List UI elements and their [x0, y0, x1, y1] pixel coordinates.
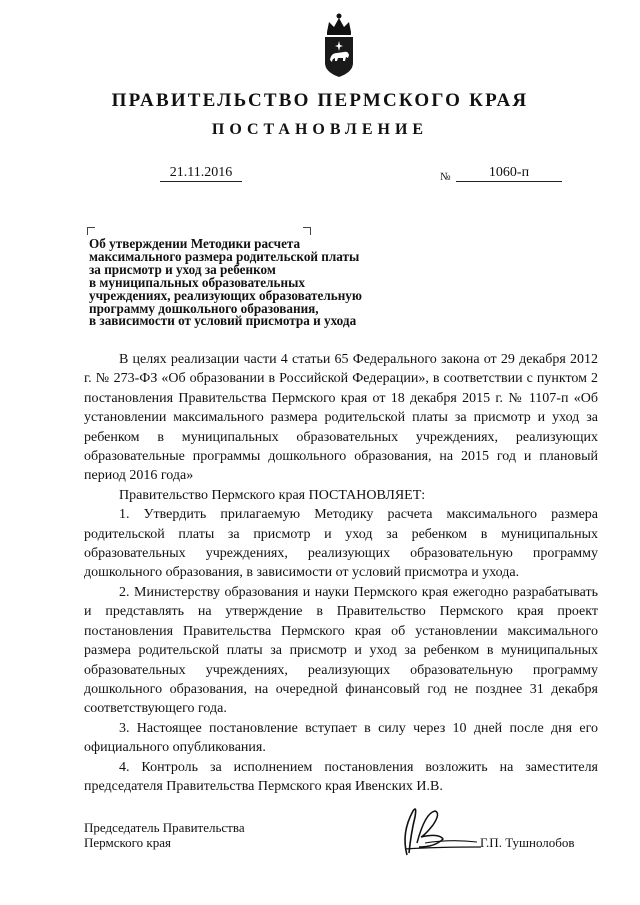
clause-3: 3. Настоящее постановление вступает в силу через 10 дней после дня его официального опубликования. — [84, 720, 598, 756]
coat-of-arms-icon — [319, 8, 359, 78]
subject-line: программу дошкольного образования, — [89, 300, 319, 316]
decree-statement: Правительство Пермского края ПОСТАНОВЛЯЕТ: — [119, 487, 426, 503]
document-body — [84, 350, 598, 796]
government-title: ПРАВИТЕЛЬСТВО ПЕРМСКОГО КРАЯ — [111, 90, 529, 111]
position-line: Пермского края — [84, 834, 171, 850]
document-date: 21.11.2016 — [160, 165, 242, 182]
handwritten-signature — [395, 803, 485, 863]
clause-4: 4. Контроль за исполнением постановления возложить на заместителя председателя Правительства Пермского края Ивенских И.В. — [84, 759, 598, 794]
preamble-paragraph: В целях реализации части 4 статьи 65 Федерального закона от 29 декабря 2012 г. № 273-ФЗ «Об образовании в Российской Федерации», в соответствии с пунктом 2 постановления Правительства Пермского края от 18 декабря 2015 г. № 1107-п «Об установлении максимального размера родительской платы за присмотр и уход за ребенком в муниципальных образовательных учреждениях, реализующих образовательные программы дошкольного образования, на 2015 год и плановый период 2016 года» — [84, 352, 598, 484]
clause-2: 2. Министерству образования и науки Пермского края ежегодно разрабатывать и представлять на утверждение в Правительство Пермского края проект постановления Правительства Пермского края об установлении максимального размера родительской платы за присмотр и уход за ребенком в муниципальных образовательных учреждениях, реализующих образовательную программу дошкольного образования, на очередной финансовый год не позднее 31 декабря соответствующего года. — [84, 584, 598, 717]
subject-line: учреждениях, реализующих образовательную — [89, 287, 362, 303]
subject-corner-left — [87, 227, 95, 235]
subject-line: в зависимости от условий присмотра и ухода — [89, 313, 357, 329]
clause-1: 1. Утвердить прилагаемую Методику расчета максимального размера родительской платы за присмотр и уход за ребенком в муниципальных образовательных учреждениях, реализующих образовательную программу дошкольного образования, в зависимости от условий присмотра и ухода. — [84, 507, 598, 581]
document-number: 1060-п — [456, 165, 562, 182]
document-subject — [89, 238, 429, 328]
number-sign: № — [440, 171, 451, 183]
subject-line: Об утверждении Методики расчета — [89, 236, 301, 251]
subject-line: в муниципальных образовательных — [89, 274, 306, 290]
signatory-name: Г.П. Тушнолобов — [480, 835, 575, 850]
subject-corner-right — [303, 227, 311, 235]
document-type: ПОСТАНОВЛЕНИЕ — [211, 121, 429, 138]
subject-line: за присмотр и уход за ребенком — [89, 261, 276, 277]
subject-line: максимального размера родительской платы — [89, 248, 360, 264]
signatory-position — [84, 821, 245, 850]
position-line: Председатель Правительства — [84, 820, 245, 835]
